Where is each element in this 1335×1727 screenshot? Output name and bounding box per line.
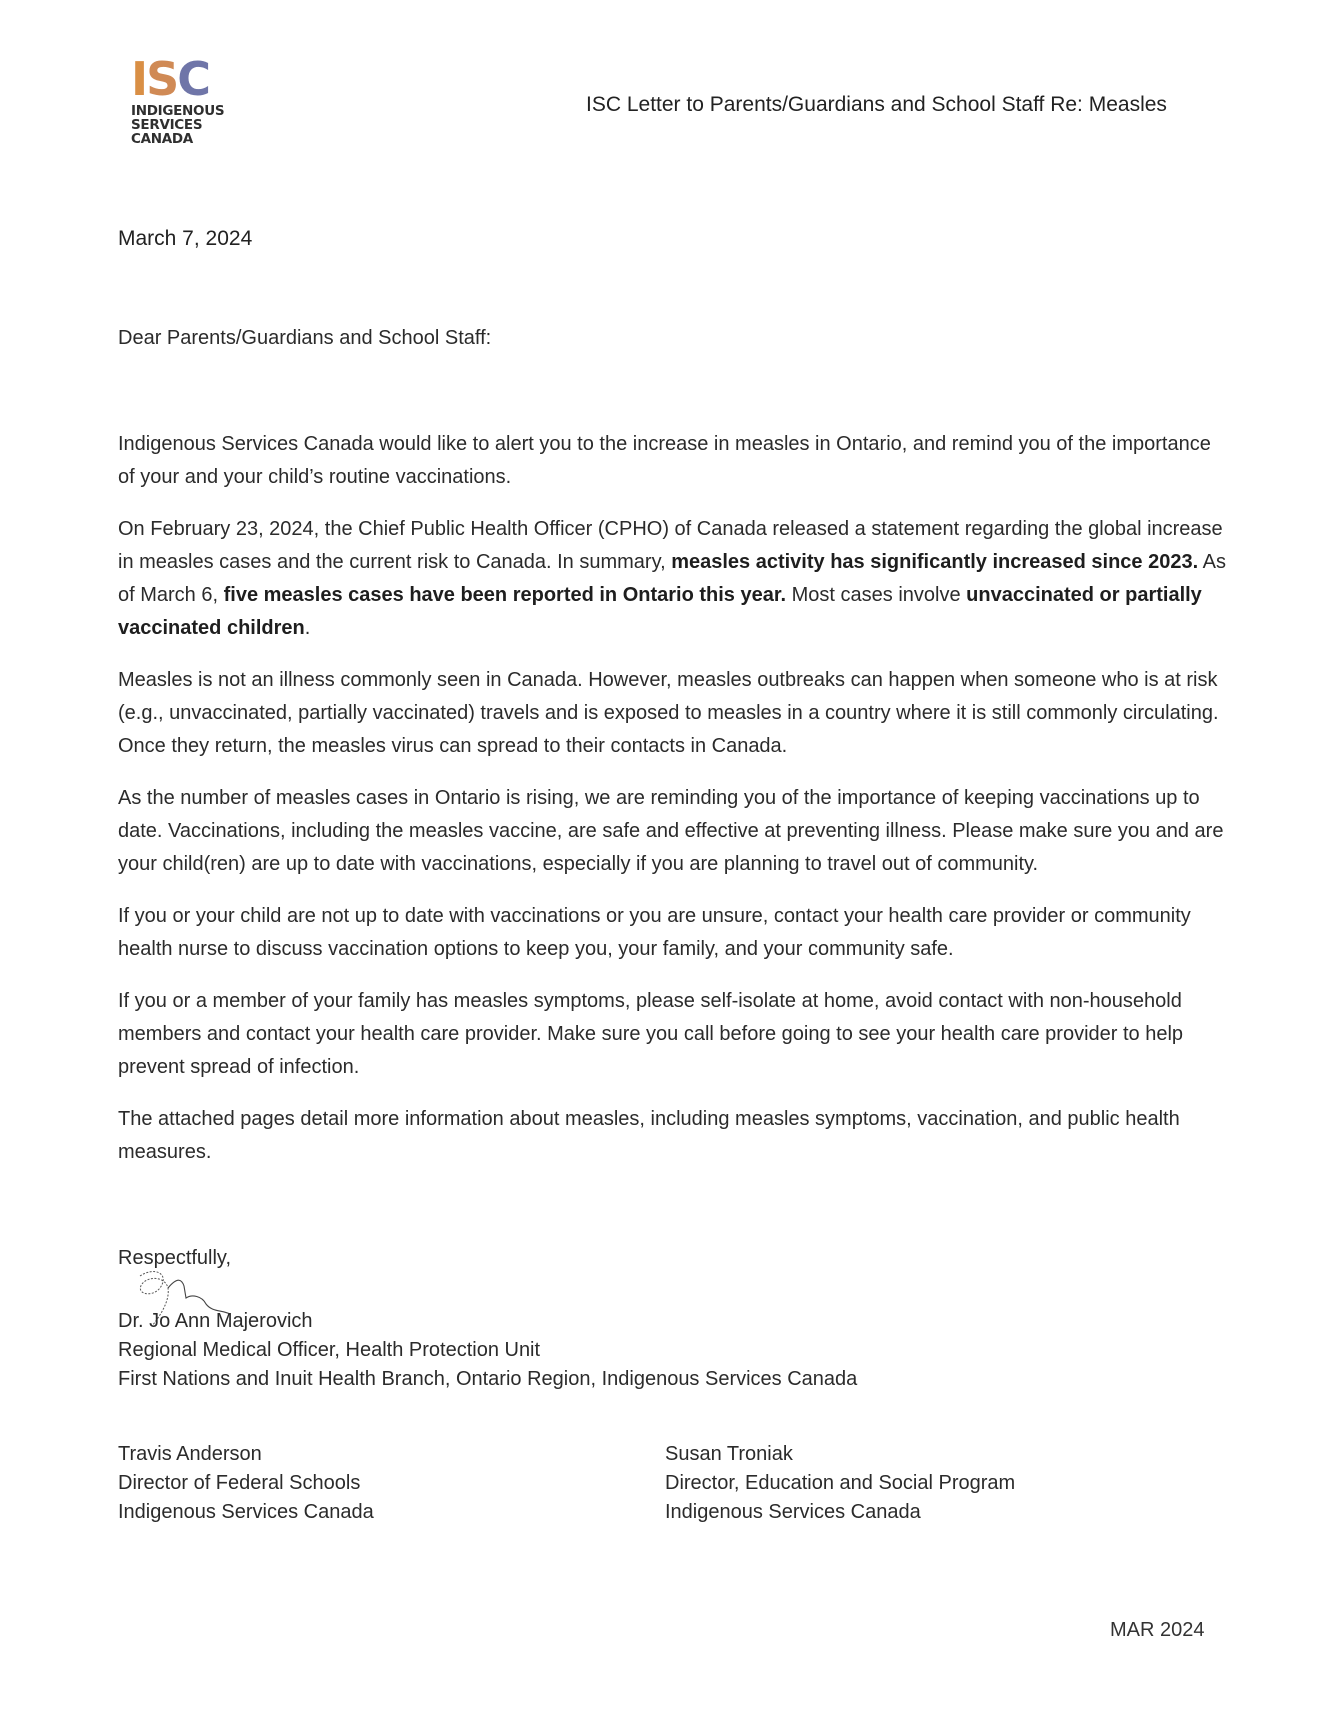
isc-logo: [131, 52, 225, 147]
signatory-name: Dr. Jo Ann Majerovich: [118, 1310, 313, 1332]
letter-paragraph: [118, 1103, 1228, 1169]
header-title: ISC Letter to Parents/Guardians and School Staff Re: Measles: [586, 93, 1167, 116]
logo-wordmark: [131, 104, 224, 146]
paragraph-text: Indigenous Services Canada would like to alert you to the increase in measles in Ontario, and remind you of the importance of your and your child’s routine vaccinations.: [118, 433, 1211, 488]
logo-acronym: [131, 52, 224, 106]
letter-paragraph: [118, 985, 1228, 1084]
logo-letter: I: [131, 52, 147, 106]
signatory-block: [118, 1307, 857, 1394]
cosigner-title: Director of Federal Schools: [118, 1472, 361, 1494]
paragraph-text: On February 23, 2024, the Chief Public Health Officer (CPHO) of Canada released a statement regarding the global increase in measles cases and the current risk to Canada. In summary,: [118, 518, 1223, 573]
cosigner-org: Indigenous Services Canada: [665, 1501, 921, 1523]
emphasized-text: five measles cases have been reported in Ontario this year.: [223, 584, 787, 606]
letter-closing: Respectfully,: [118, 1247, 232, 1269]
paragraph-text: If you or a member of your family has measles symptoms, please self-isolate at home, avoid contact with non-household members and contact your health care provider. Make sure you call before going to see your health care provider to help prevent spread of infection.: [118, 990, 1184, 1078]
paragraph-text: The attached pages detail more information about measles, including measles symptoms, vaccination, and public health measures.: [118, 1108, 1180, 1163]
cosigner-block: [665, 1440, 1015, 1527]
paragraph-text: Measles is not an illness commonly seen in Canada. However, measles outbreaks can happen when someone who is at risk (e.g., unvaccinated, partially vaccinated) travels and is exposed to measles in a country where it is still commonly circulating. Once they return, the measles virus can spread to their contacts in Canada.: [118, 669, 1219, 757]
letter-paragraph: [118, 428, 1228, 494]
cosigner-title: Director, Education and Social Program: [665, 1472, 1016, 1494]
cosigner-org: Indigenous Services Canada: [118, 1501, 374, 1523]
paragraph-text: As of March 6,: [118, 551, 1226, 606]
letter-body: [118, 428, 1228, 1188]
emphasized-text: measles activity has significantly increased since 2023.: [671, 551, 1199, 573]
signatory-org: First Nations and Inuit Health Branch, Ontario Region, Indigenous Services Canada: [118, 1368, 858, 1390]
paragraph-text: If you or your child are not up to date with vaccinations or you are unsure, contact your health care provider or community health nurse to discuss vaccination options to keep you, your family, and your community safe.: [118, 905, 1191, 960]
logo-line: CANADA: [131, 131, 193, 147]
paragraph-text: .: [304, 617, 311, 639]
letter-paragraph: [118, 782, 1228, 881]
letter-date: March 7, 2024: [118, 227, 253, 250]
letter-paragraph: [118, 513, 1228, 645]
cosigner-block: [118, 1440, 374, 1527]
letter-paragraph: [118, 900, 1228, 966]
footer-date-code: MAR 2024: [1110, 1619, 1205, 1641]
paragraph-text: As the number of measles cases in Ontario is rising, we are reminding you of the importance of keeping vaccinations up to date. Vaccinations, including the measles vaccine, are safe and effective at preventing illness. Please make sure you and are your child(ren) are up to date with vaccinations, especially if you are planning to travel out of community.: [118, 787, 1224, 875]
cosigner-name: Travis Anderson: [118, 1443, 262, 1465]
logo-line: INDIGENOUS: [131, 103, 225, 119]
logo-line: SERVICES: [131, 117, 203, 133]
letter-greeting: Dear Parents/Guardians and School Staff:: [118, 327, 492, 349]
signatory-title: Regional Medical Officer, Health Protection Unit: [118, 1339, 541, 1361]
paragraph-text: Most cases involve: [786, 584, 967, 606]
letter-paragraph: [118, 664, 1228, 763]
logo-letter: C: [177, 52, 210, 106]
emphasized-text: unvaccinated or partially vaccinated children: [118, 584, 1202, 639]
cosigner-name: Susan Troniak: [665, 1443, 793, 1465]
logo-letter: S: [146, 52, 178, 106]
